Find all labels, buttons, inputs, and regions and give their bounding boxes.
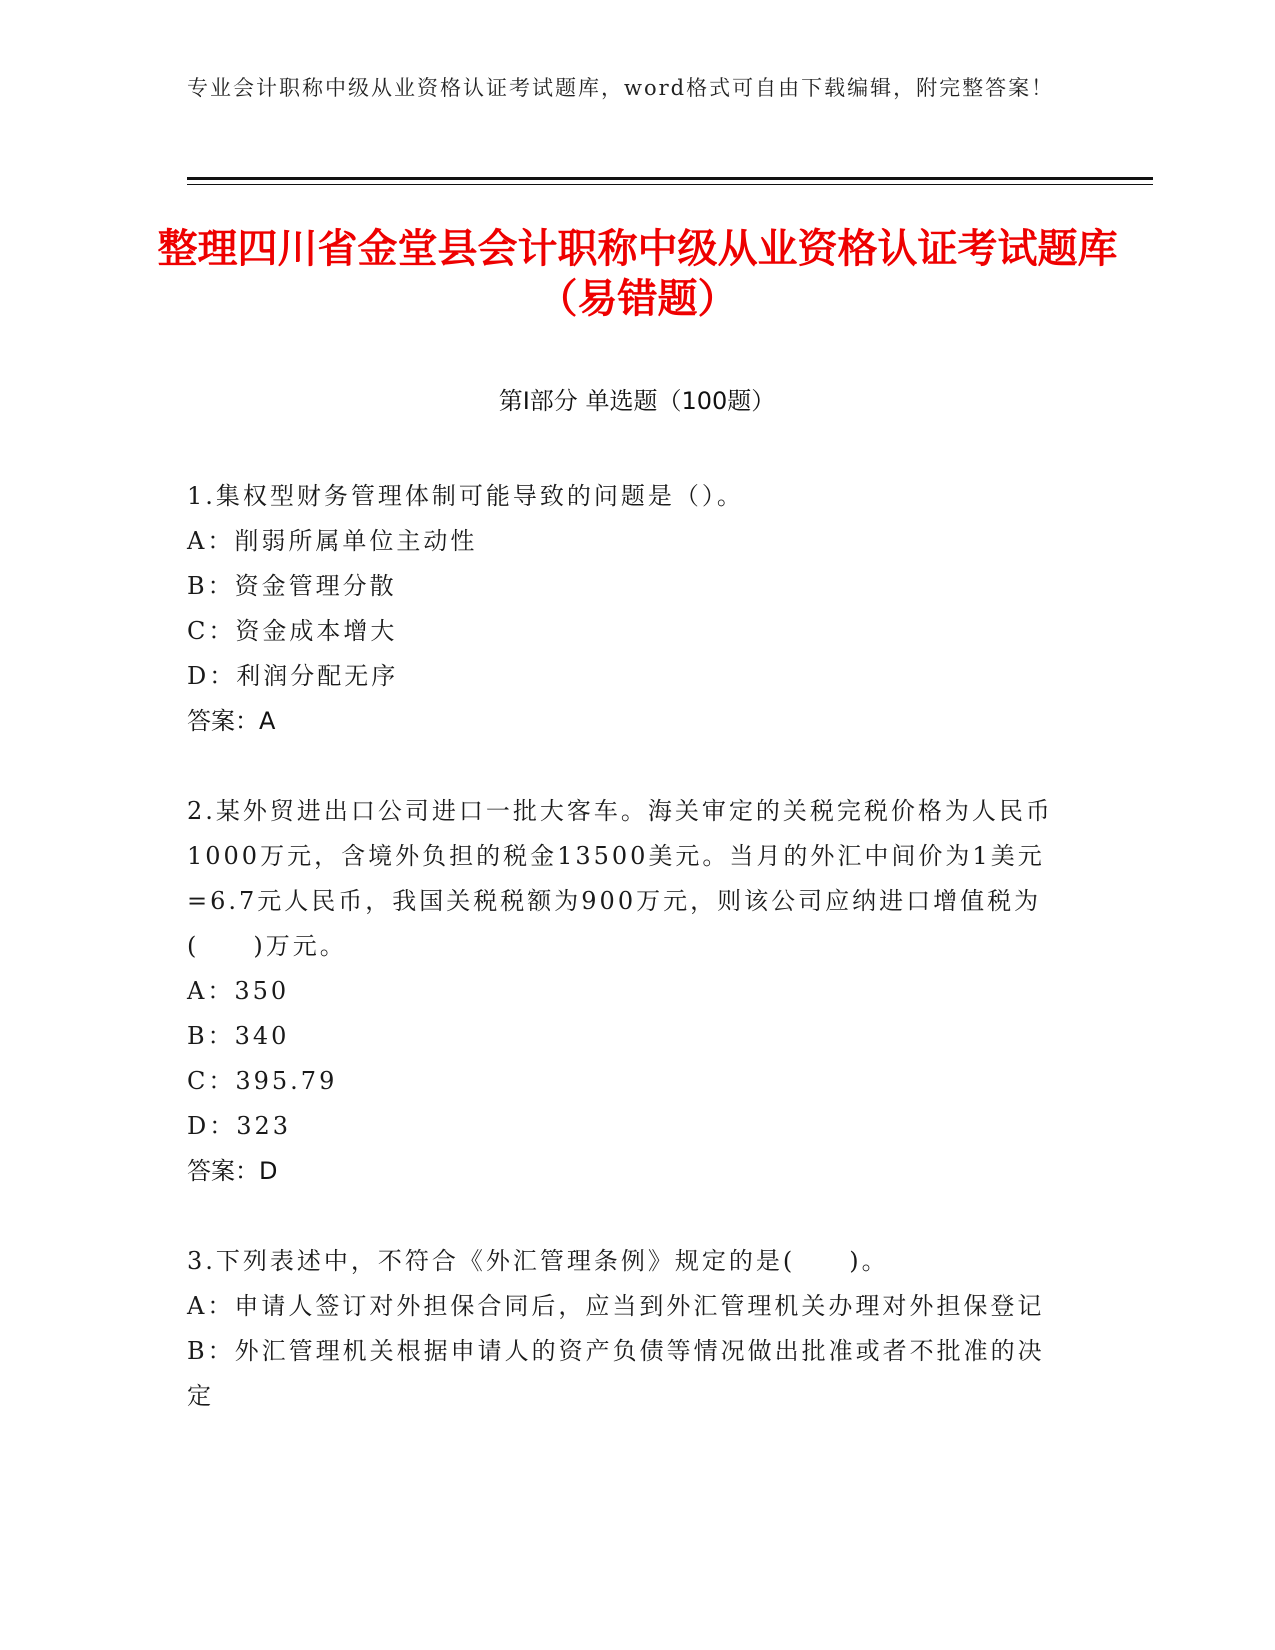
option-a: A：350 [187,977,290,1005]
option-b: B：外汇管理机关根据申请人的资产负债等情况做出批准或者不批准的决定 [187,1337,1045,1410]
question-list [187,474,1067,1464]
option-b: B：340 [187,1022,290,1050]
option-d: D：利润分配无序 [187,662,399,690]
question-stem: 2.某外贸进出口公司进口一批大客车。海关审定的关税完税价格为人民币1000万元，含境外负担的税金13500美元。当月的外汇中间价为1美元=6.7元人民币，我国关税税额为900万元，则该公司应纳进口增值税为( )万元。 [187,797,1053,960]
header-rule-thick [187,177,1153,180]
option-d: D：323 [187,1112,292,1140]
question-2 [187,789,1067,1194]
answer: 答案：A [187,707,276,735]
header-note: 专业会计职称中级从业资格认证考试题库，word格式可自由下载编辑，附完整答案！ [187,76,1055,100]
question-1 [187,474,1067,744]
option-a: A：削弱所属单位主动性 [187,527,478,555]
option-c: C：资金成本增大 [187,617,398,645]
question-stem: 1.集权型财务管理体制可能导致的问题是（）。 [187,482,744,510]
option-a: A：申请人签订对外担保合同后，应当到外汇管理机关办理对外担保登记 [187,1292,1045,1320]
option-b: B：资金管理分散 [187,572,397,600]
question-3 [187,1239,1067,1419]
question-stem: 3.下列表述中，不符合《外汇管理条例》规定的是( )。 [187,1247,889,1275]
document-title: 整理四川省金堂县会计职称中级从业资格认证考试题库（易错题） [157,226,1118,322]
answer: 答案：D [187,1157,278,1185]
section-title: 第Ⅰ部分 单选题（100题） [498,387,776,415]
header-rule-thin [187,184,1153,185]
option-c: C：395.79 [187,1067,338,1095]
